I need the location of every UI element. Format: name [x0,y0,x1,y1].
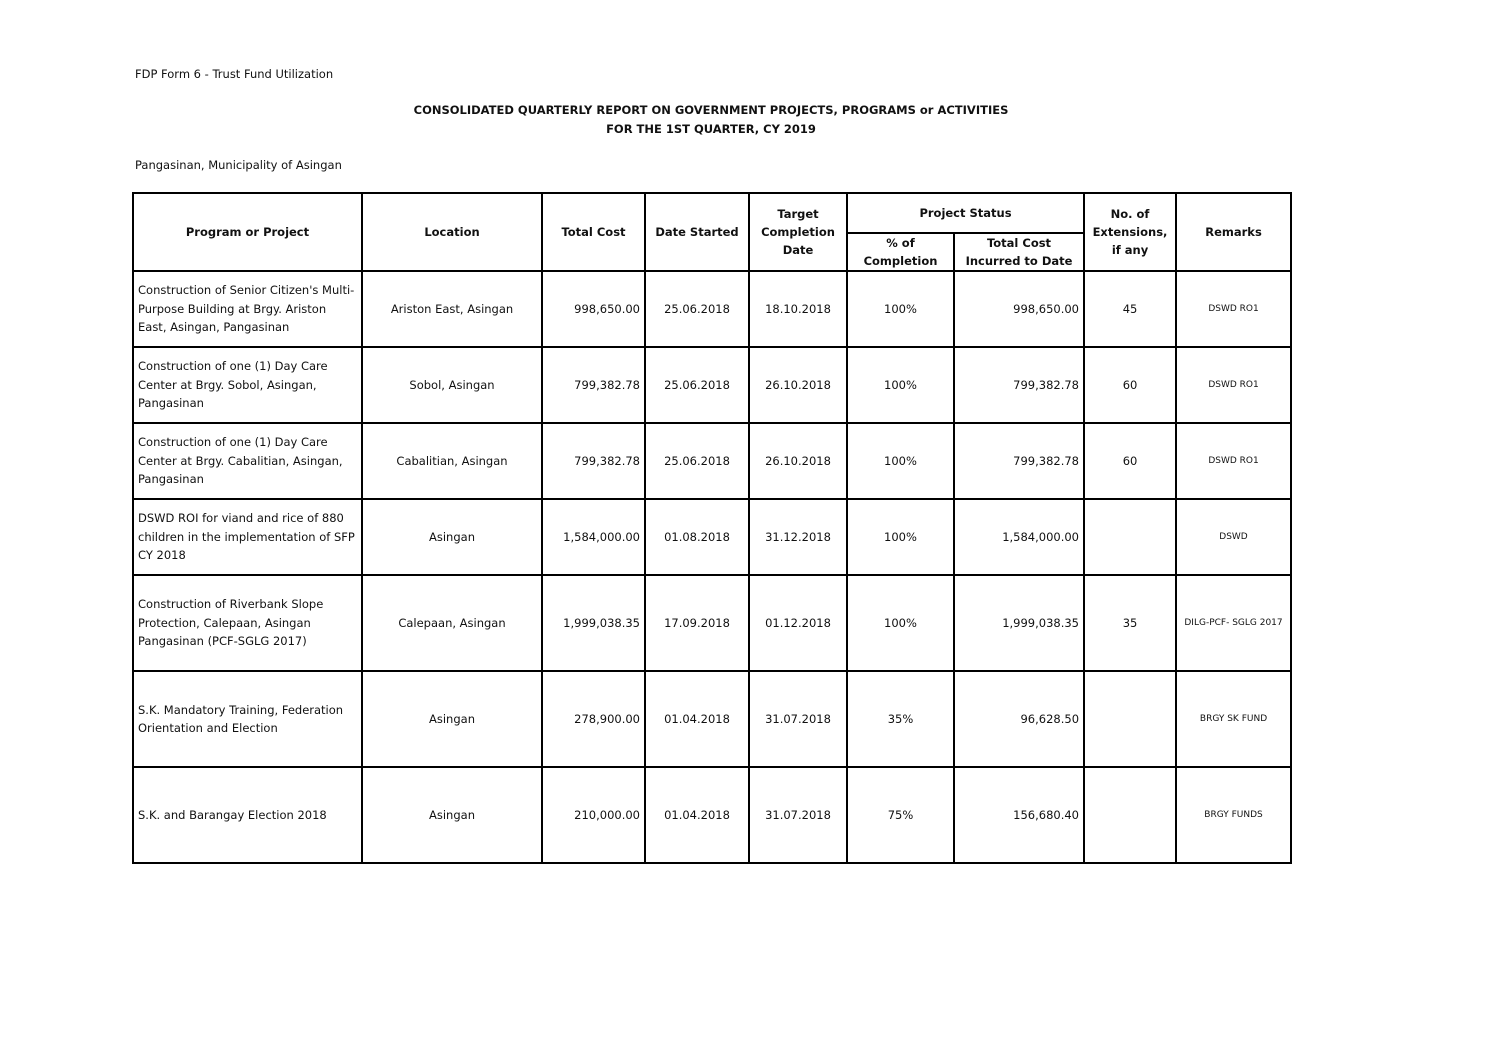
cell-program: Construction of Senior Citizen's Multi-Purpose Building at Brgy. Ariston East, Asingan, Pangasinan [133,271,362,347]
cell-cost-incurred: 96,628.50 [954,671,1084,767]
cell-remarks: DSWD RO1 [1176,423,1291,499]
header-date-started: Date Started [645,193,749,271]
header-remarks: Remarks [1176,193,1291,271]
cell-pct-completion: 100% [847,575,954,671]
cell-total-cost: 1,999,038.35 [542,575,645,671]
cell-extensions [1084,767,1176,863]
cell-remarks: BRGY SK FUND [1176,671,1291,767]
cell-remarks: BRGY FUNDS [1176,767,1291,863]
cell-date-started: 01.04.2018 [645,671,749,767]
cell-date-started: 25.06.2018 [645,423,749,499]
cell-date-started: 25.06.2018 [645,271,749,347]
cell-extensions [1084,671,1176,767]
header-extensions: No. of Extensions, if any [1084,193,1176,271]
cell-location: Asingan [362,671,542,767]
table-row [133,767,1291,863]
cell-date-started: 17.09.2018 [645,575,749,671]
cell-program: Construction of Riverbank Slope Protection, Calepaan, Asingan Pangasinan (PCF-SGLG 2017) [133,575,362,671]
cell-date-started: 01.04.2018 [645,767,749,863]
cell-cost-incurred: 1,584,000.00 [954,499,1084,575]
cell-location: Asingan [362,767,542,863]
header-program: Program or Project [133,193,362,271]
table-row [133,671,1291,767]
cell-program: S.K. Mandatory Training, Federation Orientation and Election [133,671,362,767]
header-total-cost: Total Cost [542,193,645,271]
cell-pct-completion: 75% [847,767,954,863]
table-row [133,423,1291,499]
header-target-completion: Target Completion Date [749,193,847,271]
cell-pct-completion: 100% [847,271,954,347]
cell-target-completion: 18.10.2018 [749,271,847,347]
report-title: CONSOLIDATED QUARTERLY REPORT ON GOVERNMENT PROJECTS, PROGRAMS or ACTIVITIES [413,103,1009,117]
cell-location: Ariston East, Asingan [362,271,542,347]
table-row [133,575,1291,671]
cell-remarks: DSWD RO1 [1176,347,1291,423]
cell-extensions: 35 [1084,575,1176,671]
header-cost-incurred: Total Cost Incurred to Date [954,233,1084,271]
header-location: Location [362,193,542,271]
cell-date-started: 25.06.2018 [645,347,749,423]
cell-remarks: DSWD [1176,499,1291,575]
report-table [132,192,1292,864]
cell-location: Calepaan, Asingan [362,575,542,671]
cell-pct-completion: 100% [847,347,954,423]
cell-total-cost: 278,900.00 [542,671,645,767]
cell-remarks: DILG-PCF- SGLG 2017 [1176,575,1291,671]
cell-location: Cabalitian, Asingan [362,423,542,499]
cell-total-cost: 1,584,000.00 [542,499,645,575]
cell-extensions: 45 [1084,271,1176,347]
report-subtitle: FOR THE 1ST QUARTER, CY 2019 [606,122,816,136]
header-project-status: Project Status [847,193,1084,233]
header-pct-completion: % of Completion [847,233,954,271]
table-row [133,499,1291,575]
cell-program: Construction of one (1) Day Care Center at Brgy. Sobol, Asingan, Pangasinan [133,347,362,423]
form-label: FDP Form 6 - Trust Fund Utilization [135,67,334,81]
cell-total-cost: 998,650.00 [542,271,645,347]
cell-remarks: DSWD RO1 [1176,271,1291,347]
cell-total-cost: 799,382.78 [542,423,645,499]
cell-program: Construction of one (1) Day Care Center at Brgy. Cabalitian, Asingan, Pangasinan [133,423,362,499]
cell-extensions [1084,499,1176,575]
cell-extensions: 60 [1084,347,1176,423]
cell-extensions: 60 [1084,423,1176,499]
cell-program: S.K. and Barangay Election 2018 [133,767,362,863]
cell-total-cost: 799,382.78 [542,347,645,423]
cell-target-completion: 31.07.2018 [749,671,847,767]
cell-cost-incurred: 1,999,038.35 [954,575,1084,671]
cell-target-completion: 26.10.2018 [749,347,847,423]
table-row [133,347,1291,423]
cell-target-completion: 31.07.2018 [749,767,847,863]
cell-location: Asingan [362,499,542,575]
cell-date-started: 01.08.2018 [645,499,749,575]
table-row [133,271,1291,347]
cell-cost-incurred: 156,680.40 [954,767,1084,863]
cell-cost-incurred: 799,382.78 [954,347,1084,423]
cell-program: DSWD ROI for viand and rice of 880 children in the implementation of SFP CY 2018 [133,499,362,575]
cell-pct-completion: 100% [847,423,954,499]
cell-cost-incurred: 998,650.00 [954,271,1084,347]
cell-target-completion: 26.10.2018 [749,423,847,499]
cell-pct-completion: 100% [847,499,954,575]
cell-total-cost: 210,000.00 [542,767,645,863]
cell-cost-incurred: 799,382.78 [954,423,1084,499]
location-label: Pangasinan, Municipality of Asingan [135,158,342,172]
cell-pct-completion: 35% [847,671,954,767]
cell-target-completion: 31.12.2018 [749,499,847,575]
cell-target-completion: 01.12.2018 [749,575,847,671]
cell-location: Sobol, Asingan [362,347,542,423]
